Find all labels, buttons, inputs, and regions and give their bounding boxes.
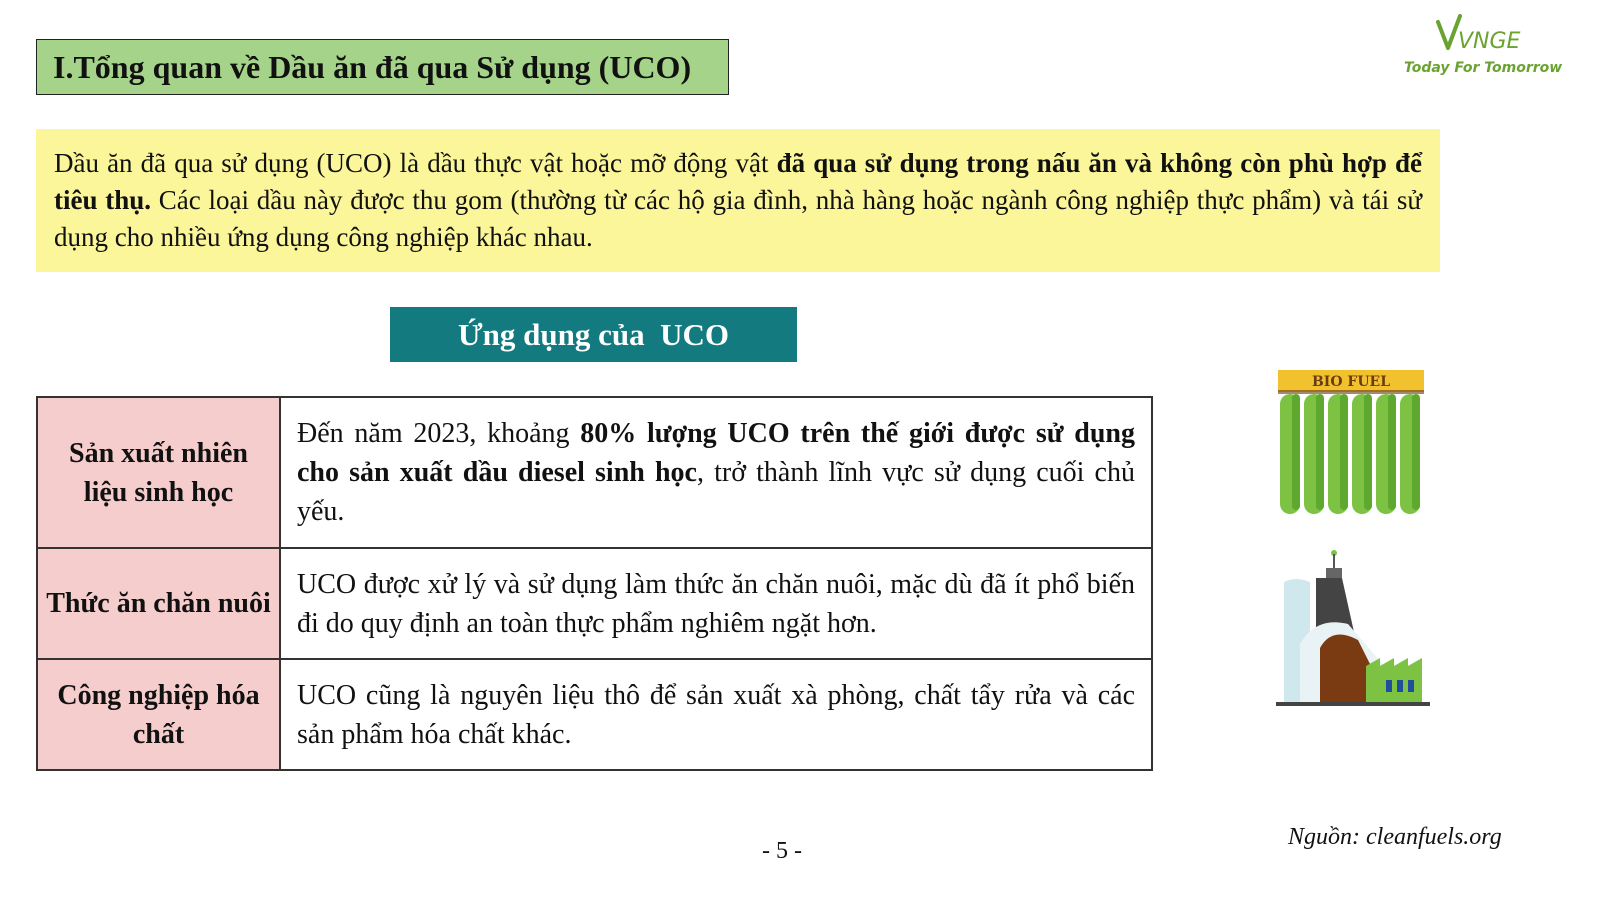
description-bold: 80% lượng UCO trên thế giới được sử dụng cho sản xuất dầu diesel sinh học (297, 418, 1135, 488)
page-number: - 5 - (762, 838, 802, 864)
category-cell: Thức ăn chăn nuôi (37, 548, 280, 659)
applications-table (36, 396, 1153, 771)
table-row (37, 659, 1152, 770)
intro-text-2: Các loại dầu này được thu gom (thường từ các hộ gia đình, nhà hàng hoặc ngành công nghiệp thực phẩm) và tái sử dụng cho nhiều ứng dụng công nghiệp khác nhau. (54, 185, 1422, 252)
description-cell (280, 548, 1152, 659)
category-cell: Sản xuất nhiên liệu sinh học (37, 397, 280, 548)
description-text: , trở thành lĩnh vực sử dụng cuối chủ yếu. (297, 457, 1135, 527)
logo-brand: VNGE (1458, 29, 1521, 54)
intro-paragraph (36, 129, 1440, 272)
table-row (37, 397, 1152, 548)
applications-header: Ứng dụng của UCO (390, 307, 797, 362)
description-text: UCO cũng là nguyên liệu thô để sản xuất xà phòng, chất tẩy rửa và các sản phẩm hóa chất khác. (297, 679, 1135, 750)
biofuel-label: BIO FUEL (1311, 374, 1391, 390)
source-citation: Nguồn: cleanfuels.org (1288, 824, 1502, 850)
description-cell (280, 397, 1152, 548)
description-text: UCO được xử lý và sử dụng làm thức ăn chăn nuôi, mặc dù đã ít phổ biến đi do quy định an toàn thực phẩm nghiêm ngặt hơn. (297, 568, 1135, 639)
intro-text-1: Dầu ăn đã qua sử dụng (UCO) là dầu thực vật hoặc mỡ động vật (54, 148, 777, 178)
table-row (37, 548, 1152, 659)
description-cell (280, 659, 1152, 770)
section-title-box (36, 39, 729, 95)
description-text: Đến năm 2023, khoảng (297, 418, 581, 449)
category-cell: Công nghiệp hóa chất (37, 659, 280, 770)
power-plant-icon (1276, 548, 1432, 712)
logo-tagline: Today For Tomorrow (1404, 60, 1563, 76)
biofuel-pumps-icon (1276, 368, 1426, 520)
vnge-logo-icon (1400, 8, 1563, 88)
section-title: I.Tổng quan về Dầu ăn đã qua Sử dụng (UCO) (53, 48, 692, 85)
intro-text-bold: đã qua sử dụng trong nấu ăn và không còn phù hợp để tiêu thụ. (54, 148, 1423, 215)
